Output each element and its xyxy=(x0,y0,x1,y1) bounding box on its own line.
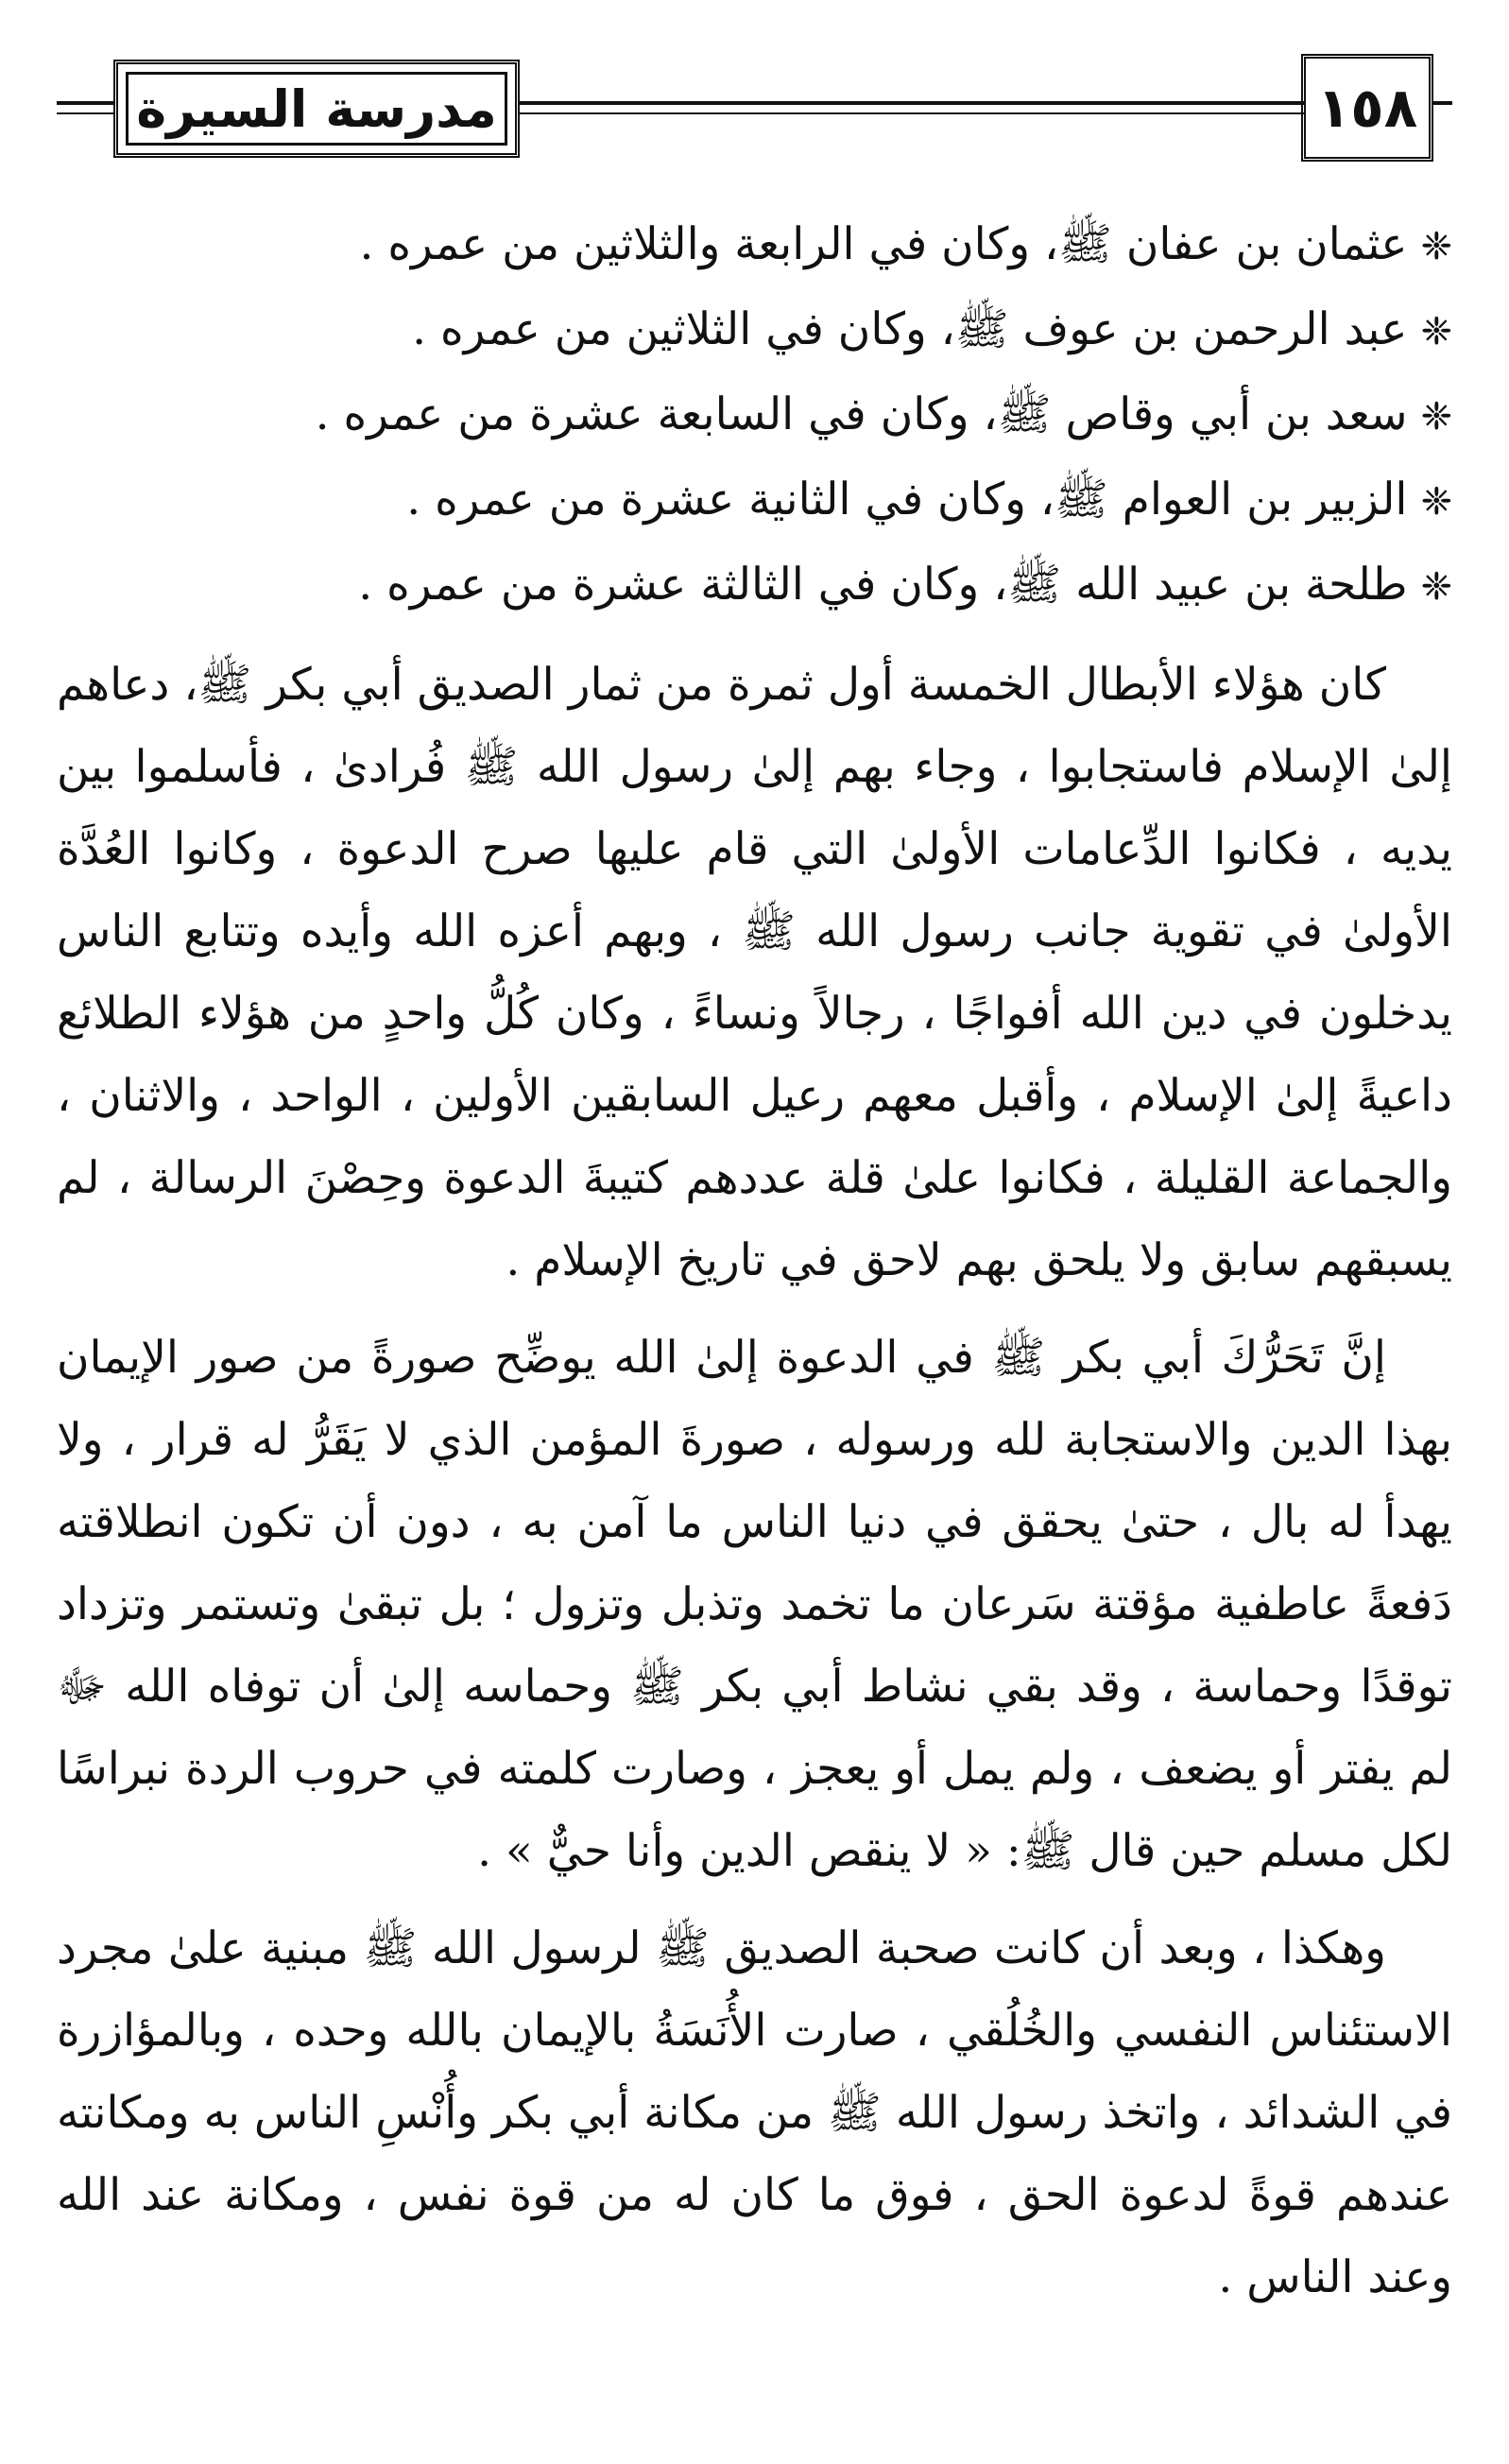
header-rule-left xyxy=(57,101,113,105)
header-rule-middle xyxy=(520,101,1304,105)
bullet-flower-icon: ❈ xyxy=(1420,310,1452,353)
list-item-text: طلحة بن عبيد الله ﷺ، وكان في الثالثة عشرة من عمره . xyxy=(358,559,1408,611)
list-item xyxy=(57,458,1452,543)
header-rule-middle-thin xyxy=(520,112,1304,114)
header-rule-left-thin xyxy=(57,112,113,114)
paragraph-five-heroes: كان هؤلاء الأبطال الخمسة أول ثمرة من ثمار الصديق أبي بكر ﷺ، دعاهم إلىٰ الإسلام فاستجابوا ، وجاء بهم إلىٰ رسول الله ﷺ فُرادىٰ ، فأسلموا بين يديه ، فكانوا الدِّعامات الأولىٰ التي قام عليها صرح الدعوة ، وكانوا العُدَّة الأولىٰ في تقوية جانب رسول الله ﷺ ، وبهم أعزه الله وأيده وتتابع الناس يدخلون في دين الله أفواجًا ، رجالاً ونساءً ، وكان كُلُّ واحدٍ من هؤلاء الطلائع داعيةً إلىٰ الإسلام ، وأقبل معهم رعيل السابقين الأولين ، الواحد ، والاثنان ، والجماعة القليلة ، فكانوا علىٰ قلة عددهم كتيبةَ الدعوة وحِصْنَ الرسالة ، لم يسبقهم سابق ولا يلحق بهم لاحق في تاريخ الإسلام . xyxy=(57,659,1452,1286)
companions-list xyxy=(57,203,1452,629)
paragraph-companionship: وهكذا ، وبعد أن كانت صحبة الصديق ﷺ لرسول الله ﷺ مبنية علىٰ مجرد الاستئناس النفسي والخُلُقي ، صارت الأُنَسَةُ بالإيمان بالله وحده ، وبالمؤازرة في الشدائد ، واتخذ رسول الله ﷺ من مكانة أبي بكر وأُنْسِ الناس به ومكانته عندهم قوةً لدعوة الحق ، فوق ما كان له من قوة نفس ، ومكانة عند الله وعند الناس . xyxy=(57,1922,1452,2303)
bullet-flower-icon: ❈ xyxy=(1420,395,1452,439)
list-item xyxy=(57,288,1452,373)
bullet-flower-icon: ❈ xyxy=(1420,225,1452,268)
header-rule-right xyxy=(1433,101,1452,105)
list-item-text: عثمان بن عفان ﷺ، وكان في الرابعة والثلاثين من عمره . xyxy=(359,218,1408,270)
page-header xyxy=(57,52,1452,165)
running-title-frame xyxy=(113,60,520,158)
list-item xyxy=(57,203,1452,288)
list-item-text: عبد الرحمن بن عوف ﷺ، وكان في الثلاثين من عمره . xyxy=(412,303,1408,355)
running-title: مدرسة السيرة xyxy=(136,78,497,139)
list-item-text: سعد بن أبي وقاص ﷺ، وكان في السابعة عشرة من عمره . xyxy=(315,388,1408,440)
paragraph-abu-bakr-movement: إنَّ تَحَرُّكَ أبي بكر ﷺ في الدعوة إلىٰ الله يوضِّح صورةً من صور الإيمان بهذا الدين والاستجابة لله ورسوله ، صورةَ المؤمن الذي لا يَقَرُّ له قرار ، ولا يهدأ له بال ، حتىٰ يحقق في دنيا الناس ما آمن به ، دون أن تكون انطلاقته دَفعةً عاطفية مؤقتة سَرعان ما تخمد وتذبل وتزول ؛ بل تبقىٰ وتستمر وتزداد توقدًا وحماسة ، وقد بقي نشاط أبي بكر ﷺ وحماسه إلىٰ أن توفاه الله ﷻ لم يفتر أو يضعف ، ولم يمل أو يعجز ، وصارت كلمته في حروب الردة نبراسًا لكل مسلم حين قال ﷺ: « لا ينقص الدين وأنا حيٌّ » . xyxy=(57,1332,1452,1877)
bullet-flower-icon: ❈ xyxy=(1420,565,1452,609)
page-number-frame xyxy=(1301,54,1433,162)
page-body xyxy=(57,203,1452,2318)
page-number: ١٥٨ xyxy=(1316,76,1418,140)
list-item xyxy=(57,543,1452,629)
list-item-text: الزبير بن العوام ﷺ، وكان في الثانية عشرة من عمره . xyxy=(406,474,1408,526)
bullet-flower-icon: ❈ xyxy=(1420,480,1452,524)
list-item xyxy=(57,373,1452,458)
